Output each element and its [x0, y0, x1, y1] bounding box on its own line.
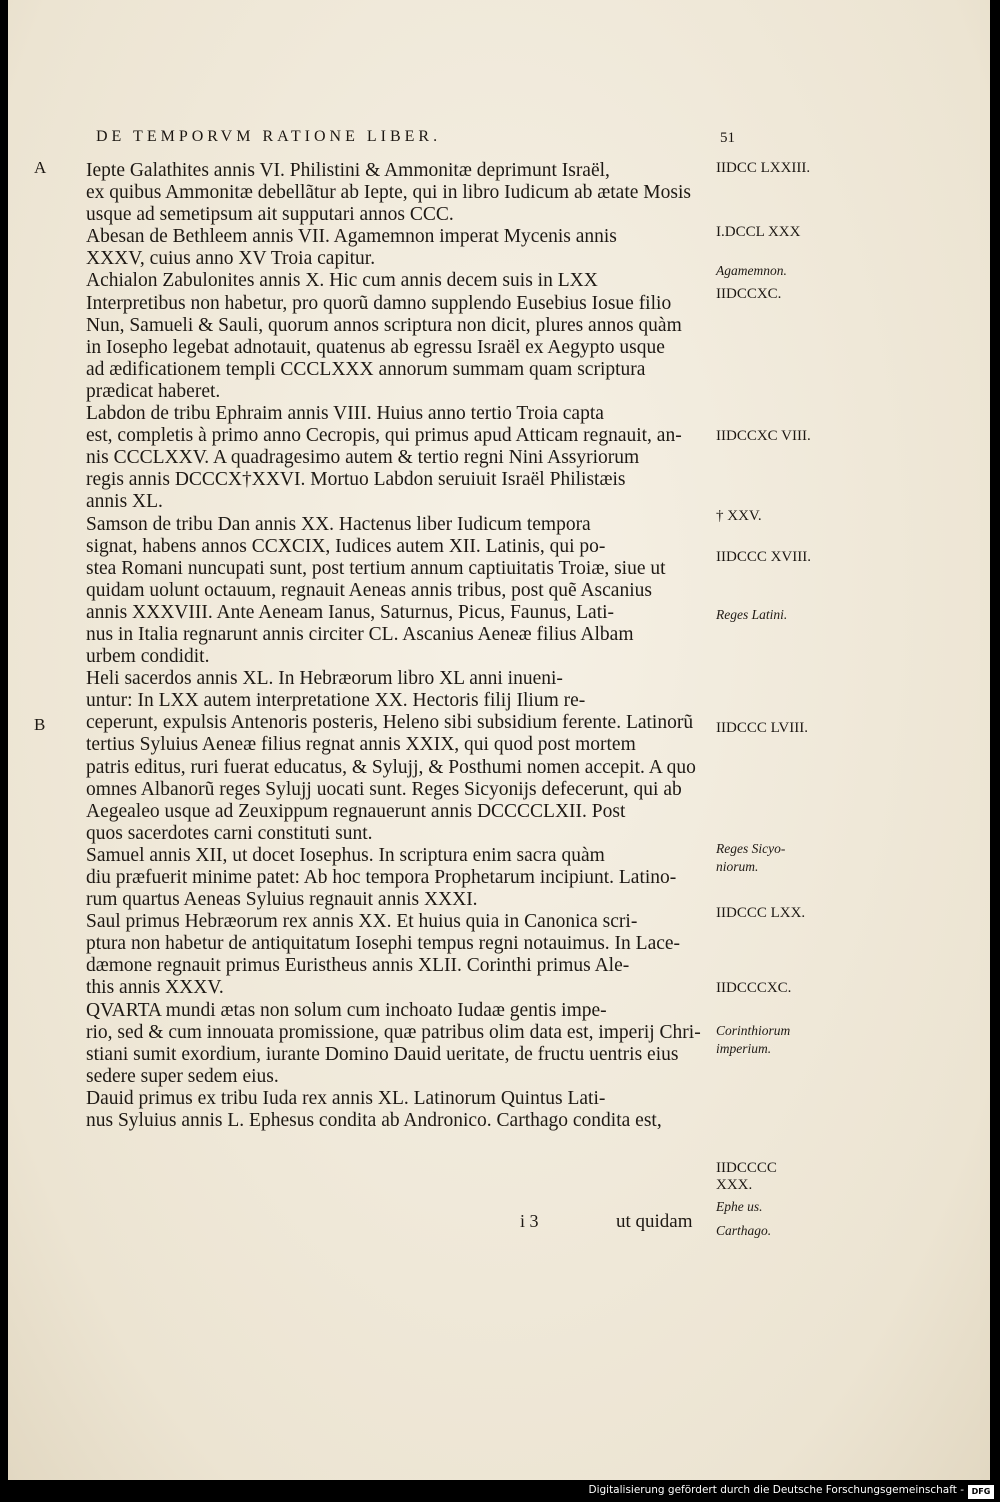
text-line: ad ædificationem templi CCCLXXX annorum summam quam scriptura	[86, 358, 646, 380]
text-line: Abesan de Bethleem annis VII. Agamemnon imperat Mycenis annis	[86, 226, 617, 248]
paragraph	[86, 226, 712, 270]
text-line: omnes Albanorũ reges Sylujj uocati sunt. Reges Sicyonijs defecerunt, qui ab	[86, 778, 682, 800]
text-line: Achialon Zabulonites annis X. Hic cum annis decem suis in LXX	[86, 270, 598, 292]
text-line: in Iosepho legebat adnotauit, quatenus ab egressu Israël ex Aegypto usque	[86, 336, 665, 358]
text-line: rum quartus Aeneas Syluius regnauit annis XXXI.	[86, 889, 478, 911]
paragraph	[86, 845, 712, 911]
text-line: XXXV, cuius anno XV Troia capitur.	[86, 248, 376, 270]
margin-note	[716, 1222, 816, 1240]
text-line: signat, habens annos CCXCIX, Iudices autem XII. Latinis, qui po-	[86, 535, 606, 557]
text-line: Interpretibus non habetur, pro quorũ damno supplendo Eusebius Iosue filio	[86, 292, 672, 314]
text-line: Nun, Samueli & Sauli, quorum annos scriptura non dicit, plures annos quàm	[86, 314, 682, 336]
dfg-logo: DFG	[968, 1485, 994, 1499]
text-line: quos sacerdotes carni constituti sunt.	[86, 822, 373, 844]
side-letter-b: B	[34, 715, 46, 734]
paragraph	[86, 514, 712, 669]
text-line: Samson de tribu Dan annis XX. Hactenus liber Iudicum tempora	[86, 513, 591, 535]
text-line: nus in Italia regnarunt annis circiter CL. Ascanius Aeneæ filius Albam	[86, 623, 634, 645]
margin-note: IIDCCC XVIII.	[716, 549, 811, 565]
margin-note	[716, 840, 816, 876]
text-line: prædicat haberet.	[86, 380, 221, 402]
signature-mark: i 3	[520, 1211, 539, 1231]
catchword: ut quidam	[616, 1211, 693, 1232]
paragraph	[86, 911, 712, 999]
margin-note-italic: Ephe us.	[716, 1199, 763, 1214]
margin-note	[716, 606, 816, 624]
margin-note-italic: Carthago.	[716, 1223, 772, 1238]
text-line: usque ad semetipsum ait supputari annos CCC.	[86, 204, 454, 226]
text-line: est, completis à primo anno Cecropis, qui primus apud Atticam regnauit, an-	[86, 425, 682, 447]
margin-note: IIDCCC LXX.	[716, 905, 806, 921]
margin-note: IIDCCC LVIII.	[716, 720, 808, 736]
text-line: Dauid primus ex tribu Iuda rex annis XL. Latinorum Quintus Lati-	[86, 1087, 606, 1109]
text-line: stea Romani nuncupati sunt, post tertium annum captiuitatis Troiæ, siue ut	[86, 557, 666, 579]
margin-note-italic: Reges Latini.	[716, 607, 788, 622]
text-line: tertius Syluius Aeneæ filius regnat annis XXIX, qui quod post mortem	[86, 734, 636, 756]
text-line: Saul primus Hebræorum rex annis XX. Et huius quia in Canonica scri-	[86, 911, 638, 933]
text-line: diu præfuerit minime patet: Ab hoc tempora Prophetarum incipiunt. Latino-	[86, 867, 677, 888]
margin-note: IIDCCCXC.	[716, 980, 792, 996]
margin-note-italic: Corinthiorum imperium.	[716, 1023, 791, 1056]
text-line: nis CCCLXXV. A quadragesimo autem & tertio regni Nini Assyriorum	[86, 447, 640, 469]
text-line: sedere super sedem eius.	[86, 1065, 279, 1087]
footer-bar	[0, 1482, 1000, 1502]
text-line: patris editus, ruri fuerat educatus, & Sylujj, & Posthumi nomen accepit. A quo	[86, 756, 696, 778]
text-line: untur: In LXX autem interpretatione XX. Hectoris filij Ilium re-	[86, 690, 586, 712]
text-line: urbem condidit.	[86, 646, 210, 668]
paragraph	[86, 668, 712, 845]
folio-number: 51	[720, 130, 735, 146]
text-line: Aegealeo usque ad Zeuxippum regnauerunt annis DCCCCLXII. Post	[86, 800, 626, 822]
margin-note: † XXV.	[716, 508, 762, 524]
margin-note: IIDCC LXXIII.	[716, 160, 811, 176]
text-line: nus Syluius annis L. Ephesus condita ab Andronico. Carthago condita est,	[86, 1110, 662, 1132]
text-line: QVARTA mundi ætas non solum cum inchoato Iudaæ gentis impe-	[86, 999, 607, 1021]
text-line: Heli sacerdos annis XL. In Hebræorum libro XL anni inueni-	[86, 668, 563, 690]
text-line: Samuel annis XII, ut docet Iosephus. In scriptura enim sacra quàm	[86, 844, 605, 866]
text-line: rio, sed & cum innouata promissione, quæ patribus olim data est, imperij Chri-	[86, 1021, 701, 1043]
funding-notice: Digitalisierung gefördert durch die Deutsche Forschungsgemeinschaft -	[588, 1484, 964, 1496]
paragraph	[86, 403, 712, 513]
margin-note-italic: Agamemnon.	[716, 263, 787, 278]
text-line: quidam uolunt octauum, regnauit Aeneas annis tribus, post quẽ Ascanius	[86, 579, 652, 601]
paragraph	[86, 1000, 712, 1088]
margin-note: IIDCCXC VIII.	[716, 428, 811, 444]
margin-note	[716, 1022, 816, 1058]
text-line: Labdon de tribu Ephraim annis VIII. Huius anno tertio Troia capta	[86, 403, 604, 425]
running-title: DE TEMPORVM RATIONE LIBER.	[96, 128, 442, 145]
paragraph	[86, 270, 712, 403]
text-line: stiani sumit exordium, iurante Domino Dauid ueritate, de fructu uentris eius	[86, 1043, 679, 1065]
text-line: annis XXXVIII. Ante Aeneam Ianus, Saturnus, Picus, Faunus, Lati-	[86, 601, 615, 623]
text-line: regis annis DCCCX†XXVI. Mortuo Labdon seruiuit Israël Philistæis	[86, 469, 626, 491]
margin-note: IIDCCCC XXX.	[716, 1160, 777, 1193]
text-line: Iepte Galathites annis VI. Philistini & Ammonitæ deprimunt Israël,	[86, 160, 610, 181]
text-line: ceperunt, expulsis Antenoris posteris, Heleno sibi subsidium ferente. Latinorũ	[86, 712, 694, 734]
margin-note	[716, 1198, 816, 1216]
text-line: dæmone regnauit primus Euristheus annis XLII. Corinthi primus Ale-	[86, 955, 630, 977]
margin-note: I.DCCL XXX	[716, 224, 801, 240]
paragraph	[86, 160, 712, 226]
text-line: this annis XXXV.	[86, 977, 224, 999]
paragraph	[86, 1088, 712, 1132]
main-text-block	[86, 160, 712, 1132]
text-line: ptura non habetur de antiquitatum Iosephi tempus regni notauimus. In Lace-	[86, 933, 681, 955]
margin-note: IIDCCXC.	[716, 286, 782, 302]
text-line: ex quibus Ammonitæ debellãtur ab Iepte, qui in libro Iudicum ab ætate Mosis	[86, 182, 691, 204]
margin-note-italic: Reges Sicyo- niorum.	[716, 841, 786, 874]
margin-note	[716, 262, 816, 280]
side-letter-a: A	[34, 158, 47, 177]
text-line: annis XL.	[86, 491, 163, 513]
